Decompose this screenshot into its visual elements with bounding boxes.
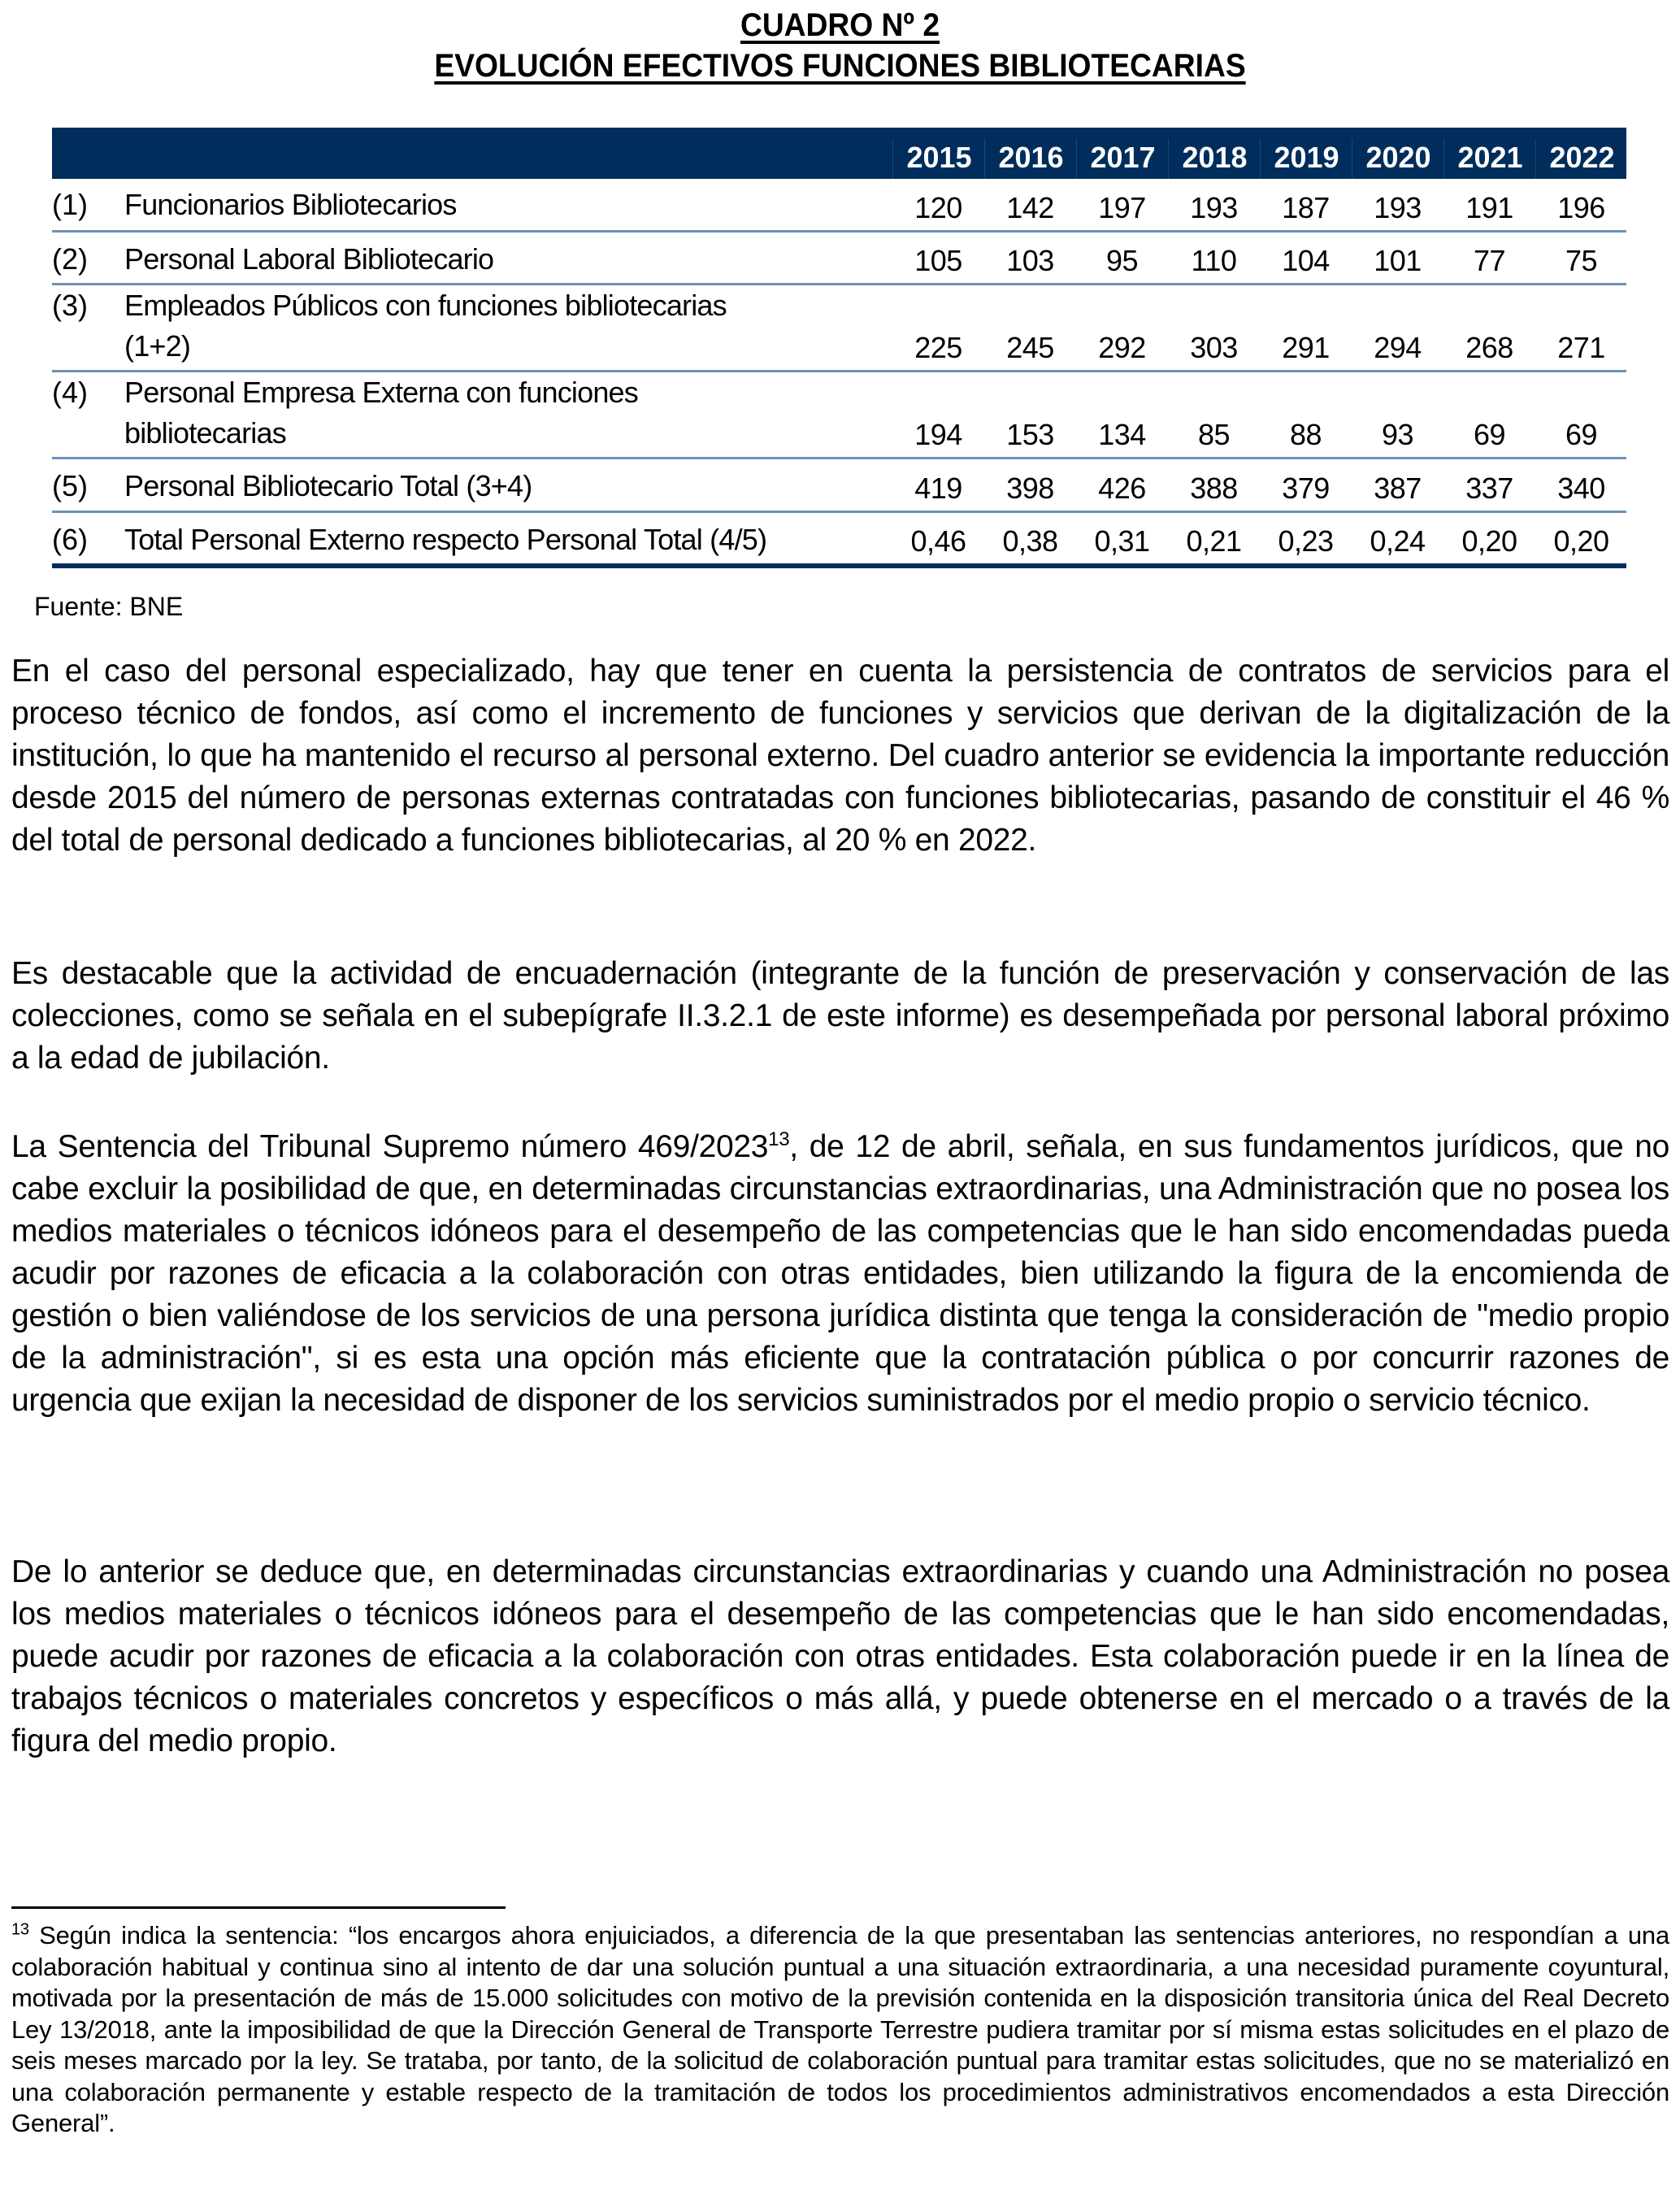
row-label-continued: (1+2) bbox=[124, 329, 191, 363]
footnote-marker: 13 bbox=[11, 1920, 29, 1939]
table-row bbox=[52, 513, 1626, 568]
cell-value: 245 bbox=[1006, 331, 1054, 364]
cell-value: 0,38 bbox=[1002, 524, 1058, 558]
staff-evolution-table bbox=[52, 128, 1626, 568]
cell-value: 194 bbox=[914, 418, 962, 451]
cell-value: 142 bbox=[1006, 191, 1054, 224]
cell-value: 69 bbox=[1565, 418, 1598, 451]
cell-value: 398 bbox=[1006, 472, 1054, 505]
row-label: Personal Bibliotecario Total (3+4) bbox=[124, 469, 532, 502]
year-header: 2019 bbox=[1260, 139, 1352, 179]
year-header: 2016 bbox=[984, 139, 1077, 179]
cell-value: 337 bbox=[1465, 472, 1513, 505]
cell-value: 0,20 bbox=[1553, 524, 1609, 558]
row-label: Personal Laboral Bibliotecario bbox=[124, 242, 494, 276]
cell-value: 95 bbox=[1105, 244, 1139, 277]
cell-value: 193 bbox=[1190, 191, 1238, 224]
caption-title: EVOLUCIÓN EFECTIVOS FUNCIONES BIBLIOTECARIAS bbox=[434, 48, 1246, 84]
cell-value: 0,46 bbox=[910, 524, 966, 558]
row-number: (2) bbox=[52, 242, 88, 276]
table-row bbox=[52, 459, 1626, 513]
cell-value: 110 bbox=[1191, 244, 1237, 277]
cell-value: 426 bbox=[1098, 472, 1146, 505]
cell-value: 105 bbox=[914, 244, 962, 277]
year-header: 2020 bbox=[1352, 139, 1444, 179]
cell-value: 104 bbox=[1282, 244, 1330, 277]
table-row bbox=[52, 233, 1626, 285]
paragraph-2: Es destacable que la actividad de encuadernación (integrante de la función de preservación y conservación de las colecciones, como se señala en el subepígrafe II.3.2.1 de este informe) es desempeñada por personal laboral próximo a la edad de jubilación. bbox=[11, 956, 1669, 1076]
row-label: Empleados Públicos con funciones bibliotecarias bbox=[124, 289, 727, 322]
cell-value: 153 bbox=[1006, 418, 1054, 451]
year-header: 2022 bbox=[1535, 139, 1628, 179]
row-label: Funcionarios Bibliotecarios bbox=[124, 188, 457, 221]
caption-number: CUADRO Nº 2 bbox=[740, 7, 940, 43]
cell-value: 388 bbox=[1190, 472, 1238, 505]
cell-value: 0,23 bbox=[1278, 524, 1334, 558]
year-header: 2021 bbox=[1443, 139, 1536, 179]
cell-value: 294 bbox=[1374, 331, 1422, 364]
cell-value: 379 bbox=[1282, 472, 1330, 505]
paragraph-3-rest: , de 12 de abril, señala, en sus fundamentos jurídicos, que no cabe excluir la posibilidad de que, en determinadas circunstancias extraordinarias, una Administración que no posea los medios materiales o técnicos idóneos para el desempeño de las competencias que le han sido encomendadas pueda acudir por razones de eficacia a la colaboración con otras entidades, bien utilizando la figura de la encomienda de gestión o bien valiéndose de los servicios de una persona jurídica distinta que tenga la consideración de "medio propio de la administración", si es esta una opción más eficiente que la contratación pública o por concurrir razones de urgencia que exijan la necesidad de disponer de los servicios suministrados por el medio propio o servicio técnico. bbox=[11, 1129, 1670, 1418]
cell-value: 303 bbox=[1190, 331, 1238, 364]
cell-value: 0,20 bbox=[1461, 524, 1517, 558]
cell-value: 88 bbox=[1289, 418, 1322, 451]
cell-value: 93 bbox=[1381, 418, 1414, 451]
table-source: Fuente: BNE bbox=[34, 592, 184, 621]
cell-value: 191 bbox=[1465, 191, 1513, 224]
paragraph-3-start: La Sentencia del Tribunal Supremo número 469/2023 bbox=[11, 1129, 769, 1164]
paragraph-1: En el caso del personal especializado, hay que tener en cuenta la persistencia de contratos de servicios para el proceso técnico de fondos, así como el incremento de funciones y servicios que derivan de la digitalización de la institución, lo que ha mantenido el recurso al personal externo. Del cuadro anterior se evidencia la importante reducción desde 2015 del número de personas externas contratadas con funciones bibliotecarias, pasando de constituir el 46 % del total de personal dedicado a funciones bibliotecarias, al 20 % en 2022. bbox=[11, 654, 1669, 858]
cell-value: 268 bbox=[1465, 331, 1513, 364]
cell-value: 225 bbox=[914, 331, 962, 364]
cell-value: 187 bbox=[1282, 191, 1330, 224]
row-number: (6) bbox=[52, 523, 88, 556]
row-number: (3) bbox=[52, 289, 88, 322]
cell-value: 387 bbox=[1374, 472, 1422, 505]
cell-value: 291 bbox=[1282, 331, 1330, 364]
table-caption bbox=[0, 5, 1680, 86]
year-header: 2017 bbox=[1076, 139, 1169, 179]
cell-value: 0,21 bbox=[1186, 524, 1242, 558]
footnote-13 bbox=[11, 1920, 1669, 2140]
footnote-separator bbox=[11, 1906, 506, 1909]
row-label: Personal Empresa Externa con funciones bbox=[124, 376, 638, 409]
cell-value: 196 bbox=[1557, 191, 1605, 224]
cell-value: 0,24 bbox=[1370, 524, 1426, 558]
year-header: 2015 bbox=[892, 139, 985, 179]
cell-value: 120 bbox=[914, 191, 962, 224]
cell-value: 197 bbox=[1098, 191, 1146, 224]
footnote-reference-link[interactable]: 13 bbox=[768, 1128, 790, 1150]
cell-value: 85 bbox=[1197, 418, 1231, 451]
cell-value: 419 bbox=[914, 472, 962, 505]
cell-value: 340 bbox=[1557, 472, 1605, 505]
cell-value: 0,31 bbox=[1094, 524, 1150, 558]
paragraph-3 bbox=[11, 1126, 1669, 1422]
cell-value: 77 bbox=[1473, 244, 1506, 277]
row-label-continued: bibliotecarias bbox=[124, 416, 286, 450]
cell-value: 103 bbox=[1006, 244, 1054, 277]
cell-value: 101 bbox=[1374, 244, 1422, 277]
table-row bbox=[52, 372, 1626, 459]
row-label: Total Personal Externo respecto Personal Total (4/5) bbox=[124, 523, 767, 556]
footnote-text: Según indica la sentencia: “los encargos ahora enjuiciados, a diferencia de la que presentaban las sentencias anteriores, no respondían a una colaboración habitual y continua sino al intento de dar una solución puntual a una situación extraordinaria, a una necesidad puramente coyuntural, motivada por la presentación de más de 15.000 solicitudes con motivo de la previsión contenida en la disposición transitoria única del Real Decreto Ley 13/2018, ante la imposibilidad de que la Dirección General de Transporte Terrestre pudiera tramitar por sí misma estas solicitudes en el plazo de seis meses marcado por la ley. Se trataba, por tanto, de la solicitud de colaboración puntual para tramitar estas solicitudes, que no se materializó en una colaboración permanente y estable respecto de la tramitación de todos los procedimientos administrativos encomendados a esta Dirección General”. bbox=[11, 1921, 1669, 2137]
cell-value: 193 bbox=[1374, 191, 1422, 224]
year-header: 2018 bbox=[1168, 139, 1261, 179]
table-row bbox=[52, 285, 1626, 372]
table-header-row bbox=[52, 128, 1626, 179]
row-number: (1) bbox=[52, 188, 88, 221]
cell-value: 292 bbox=[1098, 331, 1146, 364]
paragraph-4: De lo anterior se deduce que, en determinadas circunstancias extraordinarias y cuando una Administración no posea los medios materiales o técnicos idóneos para el desempeño de las competencias que le han sido encomendadas, puede acudir por razones de eficacia a la colaboración con otras entidades. Esta colaboración puede ir en la línea de trabajos técnicos o materiales concretos y específicos o más allá, y puede obtenerse en el mercado o a través de la figura del medio propio. bbox=[11, 1554, 1669, 1758]
row-number: (5) bbox=[52, 469, 88, 502]
cell-value: 75 bbox=[1565, 244, 1598, 277]
table-row bbox=[52, 179, 1626, 233]
cell-value: 271 bbox=[1557, 331, 1605, 364]
cell-value: 134 bbox=[1098, 418, 1146, 451]
cell-value: 69 bbox=[1473, 418, 1506, 451]
row-number: (4) bbox=[52, 376, 88, 409]
